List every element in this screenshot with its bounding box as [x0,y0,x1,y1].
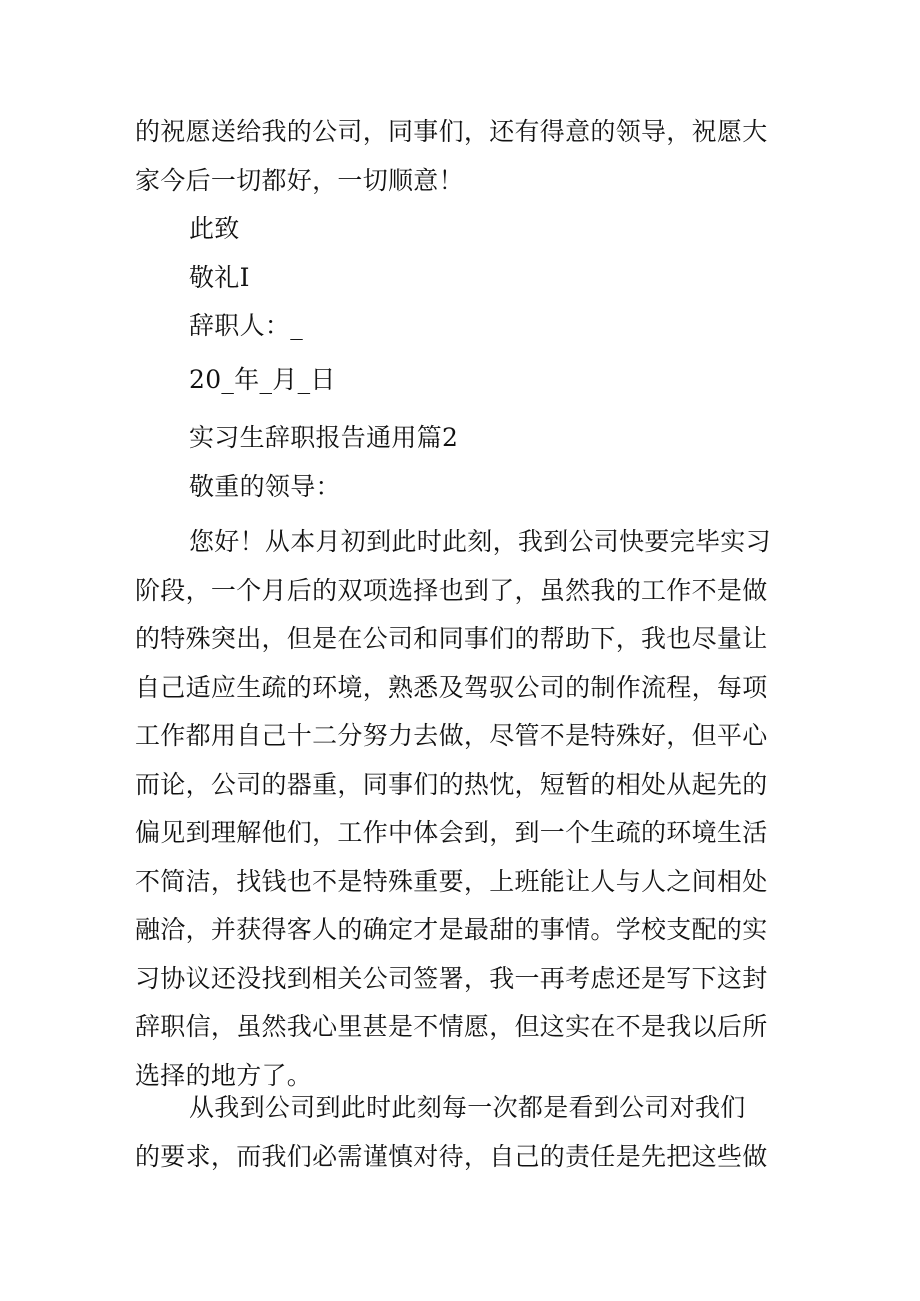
paragraph-line: 辞职信，虽然我心里甚是不情愿，但这实在不是我以后所 [135,1012,768,1041]
date: 20_年_月_日 [189,364,336,394]
paragraph-line: 而论，公司的器重，同事们的热忱，短暂的相处从起先的 [135,769,768,799]
paragraph-1 [135,518,795,1100]
paragraph-line: 阶段，一个月后的双项选择也到了，虽然我的工作不是做 [135,575,768,605]
closing-line-2: 家今后一切都好，一切顺意！ [135,165,464,195]
paragraph-line: 工作都用自己十二分努力去做，尽管不是特殊好，但平心 [135,721,768,750]
section-title: 实习生辞职报告通用篇2 [189,423,459,452]
paragraph-line: 从我到公司到此时此刻每一次都是看到公司对我们 [189,1093,746,1122]
salutation: 此致 [189,214,240,243]
paragraph-line: 自己适应生疏的环境，熟悉及驾驭公司的制作流程，每项 [135,672,768,702]
regards: 敬礼I [189,262,250,292]
paragraph-line: 习协议还没找到相关公司签署，我一再考虑还是写下这封 [135,963,768,993]
paragraph-line: 偏见到理解他们，工作中体会到，到一个生疏的环境生活 [135,818,768,847]
signer: 辞职人：_ [189,311,304,340]
paragraph-line: 选择的地方了。 [135,1060,313,1090]
paragraph-line: 不简洁，找钱也不是特殊重要，上班能让人与人之间相处 [135,866,768,896]
greeting: 敬重的领导： [189,471,341,501]
paragraph-line: 融洽，并获得客人的确定才是最甜的事情。学校支配的实 [135,915,768,944]
paragraph-line: 的要求，而我们必需谨慎对待，自己的责任是先把这些做 [135,1141,768,1171]
closing-line-1: 的祝愿送给我的公司，同事们，还有得意的领导，祝愿大 [135,117,768,146]
letter-closing [135,108,795,511]
paragraph-line: 您好！从本月初到此时此刻，我到公司快要完毕实习 [189,527,771,556]
paragraph-line: 的特殊突出，但是在公司和同事们的帮助下，我也尽量让 [135,624,768,653]
paragraph-2 [135,1084,795,1181]
